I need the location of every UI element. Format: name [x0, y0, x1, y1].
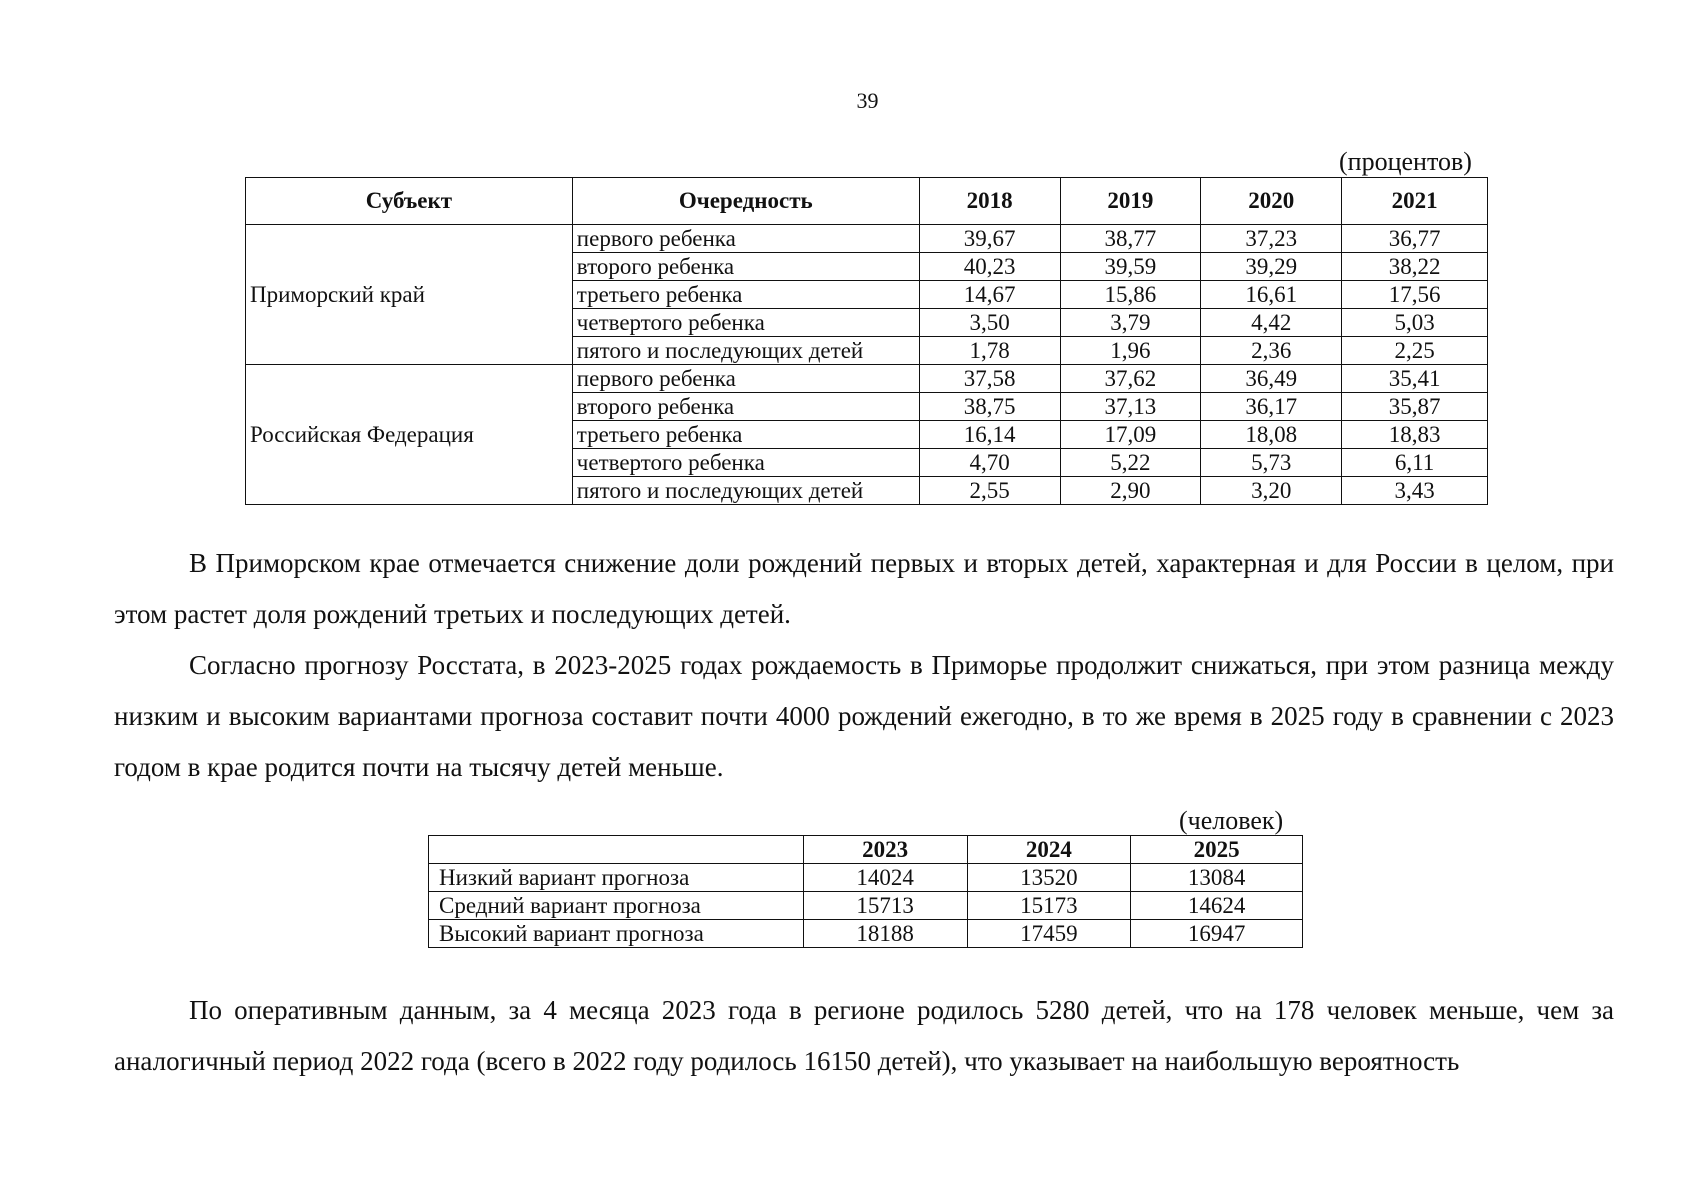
- value-cell: 36,17: [1201, 393, 1342, 421]
- value-cell: 17,09: [1060, 421, 1201, 449]
- value-cell: 17459: [967, 920, 1131, 948]
- table-row: [429, 920, 1303, 948]
- order-cell: первого ребенка: [572, 365, 919, 393]
- forecast-table: [428, 835, 1303, 948]
- value-cell: 37,58: [919, 365, 1060, 393]
- table-row: [429, 864, 1303, 892]
- order-cell: третьего ребенка: [572, 281, 919, 309]
- subject-cell: Приморский край: [246, 225, 573, 365]
- paragraph-birth-share: В Приморском крае отмечается снижение доли рождений первых и вторых детей, характерная и для России в целом, при этом растет доля рождений третьих и последующих детей.: [114, 548, 1614, 629]
- order-cell: третьего ребенка: [572, 421, 919, 449]
- header-year: 2020: [1201, 178, 1342, 225]
- header-subject: Субъект: [246, 178, 573, 225]
- value-cell: 39,59: [1060, 253, 1201, 281]
- value-cell: 18188: [803, 920, 967, 948]
- value-cell: 35,87: [1342, 393, 1488, 421]
- value-cell: 14,67: [919, 281, 1060, 309]
- value-cell: 38,75: [919, 393, 1060, 421]
- value-cell: 3,20: [1201, 477, 1342, 505]
- value-cell: 5,73: [1201, 449, 1342, 477]
- value-cell: 37,13: [1060, 393, 1201, 421]
- value-cell: 3,43: [1342, 477, 1488, 505]
- header-order: Очередность: [572, 178, 919, 225]
- value-cell: 15173: [967, 892, 1131, 920]
- value-cell: 18,83: [1342, 421, 1488, 449]
- value-cell: 38,22: [1342, 253, 1488, 281]
- variant-cell: Средний вариант прогноза: [429, 892, 804, 920]
- table-header-row: [429, 836, 1303, 864]
- value-cell: 15,86: [1060, 281, 1201, 309]
- value-cell: 36,49: [1201, 365, 1342, 393]
- value-cell: 18,08: [1201, 421, 1342, 449]
- table1-unit: (процентов): [1339, 147, 1472, 176]
- value-cell: 37,62: [1060, 365, 1201, 393]
- value-cell: 3,50: [919, 309, 1060, 337]
- value-cell: 5,22: [1060, 449, 1201, 477]
- value-cell: 39,29: [1201, 253, 1342, 281]
- value-cell: 3,79: [1060, 309, 1201, 337]
- order-cell: пятого и последующих детей: [572, 337, 919, 365]
- order-cell: второго ребенка: [572, 253, 919, 281]
- paragraph-operational-data: По оперативным данным, за 4 месяца 2023 года в регионе родилось 5280 детей, что на 178 человек меньше, чем за аналогичный период 2022 года (всего в 2022 году родилось 16150 детей), что указывает на наибольшую вероятность: [114, 995, 1614, 1076]
- value-cell: 14024: [803, 864, 967, 892]
- order-cell: четвертого ребенка: [572, 449, 919, 477]
- value-cell: 5,03: [1342, 309, 1488, 337]
- order-cell: четвертого ребенка: [572, 309, 919, 337]
- header-empty: [429, 836, 804, 864]
- value-cell: 38,77: [1060, 225, 1201, 253]
- value-cell: 35,41: [1342, 365, 1488, 393]
- header-year: 2025: [1131, 836, 1303, 864]
- value-cell: 13520: [967, 864, 1131, 892]
- table-header-row: [246, 178, 1488, 225]
- value-cell: 16947: [1131, 920, 1303, 948]
- page-number: 39: [856, 88, 879, 113]
- order-cell: пятого и последующих детей: [572, 477, 919, 505]
- value-cell: 1,96: [1060, 337, 1201, 365]
- table-row: [246, 365, 1488, 393]
- header-year: 2023: [803, 836, 967, 864]
- value-cell: 13084: [1131, 864, 1303, 892]
- variant-cell: Низкий вариант прогноза: [429, 864, 804, 892]
- table-row: [246, 225, 1488, 253]
- value-cell: 14624: [1131, 892, 1303, 920]
- value-cell: 17,56: [1342, 281, 1488, 309]
- value-cell: 40,23: [919, 253, 1060, 281]
- value-cell: 37,23: [1201, 225, 1342, 253]
- table-row: [429, 892, 1303, 920]
- header-year: 2024: [967, 836, 1131, 864]
- variant-cell: Высокий вариант прогноза: [429, 920, 804, 948]
- value-cell: 2,25: [1342, 337, 1488, 365]
- order-cell: второго ребенка: [572, 393, 919, 421]
- value-cell: 2,55: [919, 477, 1060, 505]
- header-year: 2018: [919, 178, 1060, 225]
- value-cell: 6,11: [1342, 449, 1488, 477]
- value-cell: 4,70: [919, 449, 1060, 477]
- value-cell: 2,36: [1201, 337, 1342, 365]
- value-cell: 16,14: [919, 421, 1060, 449]
- table2-unit: (человек): [1179, 806, 1284, 835]
- value-cell: 15713: [803, 892, 967, 920]
- order-cell: первого ребенка: [572, 225, 919, 253]
- value-cell: 4,42: [1201, 309, 1342, 337]
- header-year: 2019: [1060, 178, 1201, 225]
- paragraph-forecast: Согласно прогнозу Росстата, в 2023-2025 годах рождаемость в Приморье продолжит снижаться, при этом разница между низким и высоким вариантами прогноза составит почти 4000 рождений ежегодно, в то же время в 2025 году в сравнении с 2023 годом в крае родится почти на тысячу детей меньше.: [114, 650, 1614, 782]
- value-cell: 16,61: [1201, 281, 1342, 309]
- value-cell: 39,67: [919, 225, 1060, 253]
- value-cell: 36,77: [1342, 225, 1488, 253]
- header-year: 2021: [1342, 178, 1488, 225]
- value-cell: 1,78: [919, 337, 1060, 365]
- subject-cell: Российская Федерация: [246, 365, 573, 505]
- births-by-order-table: [245, 177, 1488, 505]
- value-cell: 2,90: [1060, 477, 1201, 505]
